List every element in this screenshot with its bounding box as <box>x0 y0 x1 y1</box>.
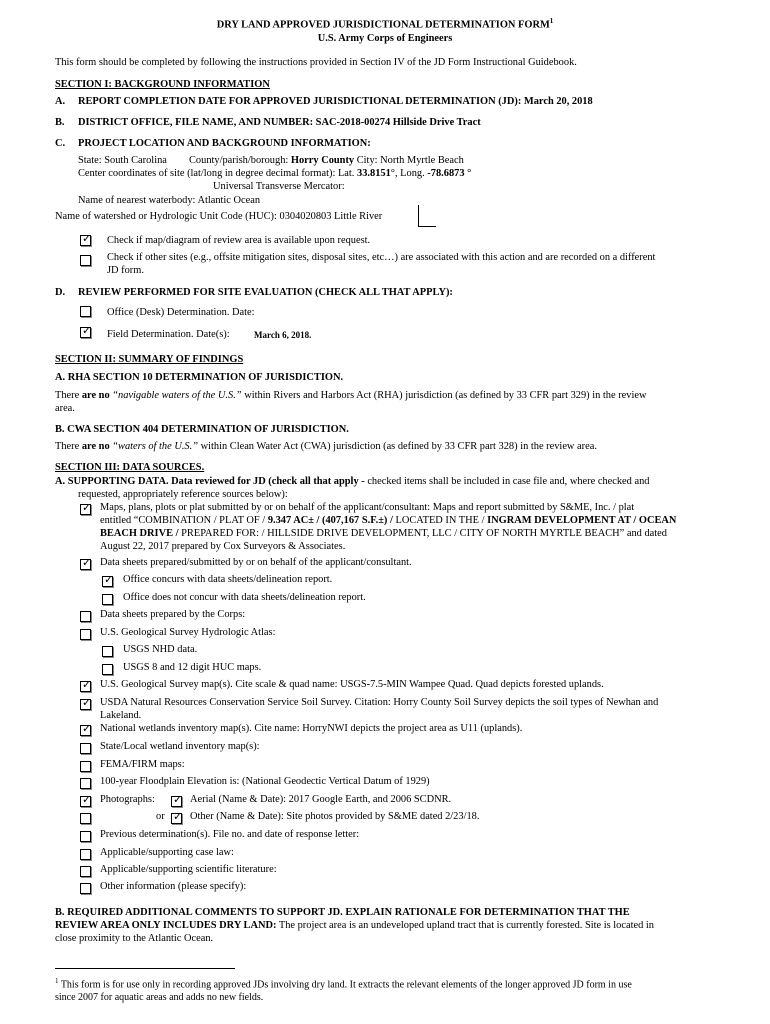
usgs-maps-label: U.S. Geological Survey map(s). Cite scale & quad name: USGS-7.5-MIN Wampee Quad. Quad depicts forested uplands. <box>100 679 604 690</box>
usgs-atlas-checkbox[interactable] <box>80 629 91 640</box>
coordinates-field: Center coordinates of site (lat/long in degree decimal format): Lat. 33.8151°, Long. -78.6873 ° <box>78 168 472 179</box>
scientific-literature-checkbox[interactable] <box>80 866 91 877</box>
report-date-row <box>78 95 593 109</box>
map-available-checkbox[interactable] <box>80 235 91 246</box>
section1-c-letter: C. <box>55 138 66 149</box>
section2-heading: SECTION II: SUMMARY OF FINDINGS <box>55 354 244 365</box>
office-concurs-label: Office concurs with data sheets/delineation report. <box>123 574 333 585</box>
usgs-maps-checkbox[interactable] <box>80 681 91 692</box>
office-determination-checkbox[interactable] <box>80 306 91 317</box>
lat-value: 33.8151 <box>357 168 391 179</box>
corps-datasheets-label: Data sheets prepared by the Corps: <box>100 609 246 620</box>
field-determination-date: March 6, 2018. <box>254 330 312 340</box>
usgs-atlas-label: U.S. Geological Survey Hydrologic Atlas: <box>100 627 276 638</box>
maps-plans-checkbox[interactable] <box>80 504 91 515</box>
report-date-label: REPORT COMPLETION DATE FOR APPROVED JURISDICTIONAL DETERMINATION (JD): <box>78 96 522 107</box>
additional-comments-line3: close proximity to the Atlantic Ocean. <box>55 933 214 944</box>
rha-heading: A. RHA SECTION 10 DETERMINATION OF JURISDICTION. <box>55 372 344 383</box>
county-value: Horry County <box>290 155 355 166</box>
photos-blank-checkbox[interactable] <box>80 813 91 824</box>
additional-comments-line2: REVIEW AREA ONLY INCLUDES DRY LAND: The project area is an undeveloped upland tract that is currently forested. Site is located in <box>55 920 654 931</box>
additional-comments-heading: B. REQUIRED ADDITIONAL COMMENTS TO SUPPORT JD. EXPLAIN RATIONALE FOR DETERMINATION THAT THE <box>55 907 630 918</box>
other-info-label: Other information (please specify): <box>100 881 247 892</box>
nwi-label: National wetlands inventory map(s). Cite name: HorryNWI depicts the project area as U11 (uplands). <box>100 723 523 734</box>
huc-field: Name of watershed or Hydrologic Unit Code (HUC): 0304020803 Little River <box>55 211 383 222</box>
project-location-label: PROJECT LOCATION AND BACKGROUND INFORMATION: <box>78 138 371 149</box>
form-subtitle: U.S. Army Corps of Engineers <box>317 33 453 44</box>
huc-field-border-bottom <box>418 226 436 227</box>
district-value: SAC-2018-00274 Hillside Drive Tract <box>315 117 481 128</box>
section3-heading: SECTION III: DATA SOURCES. <box>55 462 205 473</box>
usgs-nhd-checkbox[interactable] <box>102 646 113 657</box>
supporting-data-heading: A. SUPPORTING DATA. Data reviewed for JD (check all that apply - checked items shall be included in case file and, where checked and <box>55 476 650 487</box>
maps-plans-label-1: Maps, plans, plots or plat submitted by or on behalf of the applicant/consultant: Maps and report submitted by S&ME, Inc. / plat <box>100 502 635 513</box>
cwa-heading: B. CWA SECTION 404 DETERMINATION OF JURISDICTION. <box>55 424 349 435</box>
city-field: City: North Myrtle Beach <box>356 155 464 166</box>
datasheets-label: Data sheets prepared/submitted by or on behalf of the applicant/consultant. <box>100 557 412 568</box>
maps-plans-label-2: entitled “COMBINATION / PLAT OF / 9.347 AC± / (407,167 S.F.±) / LOCATED IN THE / INGRAM DEVELOPMENT AT / OCEAN <box>100 515 677 526</box>
nrcs-soil-label-2: Lakeland. <box>100 710 142 721</box>
district-row <box>78 116 481 130</box>
aerial-checkbox[interactable] <box>171 796 182 807</box>
nrcs-soil-checkbox[interactable] <box>80 699 91 710</box>
district-label: DISTRICT OFFICE, FILE NAME, AND NUMBER: <box>78 117 314 128</box>
office-determination-label: Office (Desk) Determination. Date: <box>107 307 255 318</box>
state-wetland-checkbox[interactable] <box>80 743 91 754</box>
maps-plans-label-3: BEACH DRIVE / PREPARED FOR: / HILLSIDE DRIVE DEVELOPMENT, LLC / CITY OF NORTH MYRTLE BEACH” and dated <box>100 528 667 539</box>
nwi-checkbox[interactable] <box>80 725 91 736</box>
usgs-huc-label: USGS 8 and 12 digit HUC maps. <box>123 662 262 673</box>
office-not-concur-label: Office does not concur with data sheets/delineation report. <box>123 592 366 603</box>
review-performed-label: REVIEW PERFORMED FOR SITE EVALUATION (CHECK ALL THAT APPLY): <box>78 287 453 298</box>
county-field: County/parish/borough: Horry County City: North Myrtle Beach <box>189 155 464 166</box>
rha-text-2: area. <box>55 403 75 414</box>
maps-plans-label-4: August 22, 2017 prepared by Cox Surveyors & Associates. <box>100 541 346 552</box>
other-sites-label-1: Check if other sites (e.g., offsite mitigation sites, disposal sites, etc…) are associated with this action and are recorded on a different <box>107 252 656 263</box>
aerial-label: Aerial (Name & Date): 2017 Google Earth, and 2006 SCDNR. <box>190 794 452 805</box>
state-field: State: South Carolina <box>78 155 167 166</box>
previous-determination-label: Previous determination(s). File no. and date of response letter: <box>100 829 360 840</box>
utm-field: Universal Transverse Mercator: <box>213 181 345 192</box>
field-determination-checkbox[interactable] <box>80 327 91 338</box>
map-available-label: Check if map/diagram of review area is available upon request. <box>107 235 371 246</box>
other-info-checkbox[interactable] <box>80 883 91 894</box>
waterbody-field: Name of nearest waterbody: Atlantic Ocean <box>78 195 261 206</box>
floodplain-checkbox[interactable] <box>80 778 91 789</box>
fema-label: FEMA/FIRM maps: <box>100 759 185 770</box>
footnote-divider <box>55 968 235 969</box>
nrcs-soil-label-1: USDA Natural Resources Conservation Service Soil Survey. Citation: Horry County Soil Survey depicts the soil types of Newhan and <box>100 697 659 708</box>
previous-determination-checkbox[interactable] <box>80 831 91 842</box>
huc-field-border <box>418 205 419 226</box>
office-concurs-checkbox[interactable] <box>102 576 113 587</box>
photos-or-label: or <box>156 811 165 822</box>
form-intro: This form should be completed by following the instructions provided in Section IV of the JD Form Instructional Guidebook. <box>55 57 577 68</box>
floodplain-label: 100-year Floodplain Elevation is: (National Geodectic Vertical Datum of 1929) <box>100 776 430 787</box>
photographs-label: Photographs: <box>100 794 155 805</box>
state-wetland-label: State/Local wetland inventory map(s): <box>100 741 260 752</box>
supporting-data-cont: requested, appropriately reference sources below): <box>78 489 288 500</box>
scientific-literature-label: Applicable/supporting scientific literature: <box>100 864 277 875</box>
other-photos-label: Other (Name & Date): Site photos provided by S&ME dated 2/23/18. <box>190 811 480 822</box>
long-value: -78.6873 <box>427 168 465 179</box>
section1-b-letter: B. <box>55 117 65 128</box>
corps-datasheets-checkbox[interactable] <box>80 611 91 622</box>
photographs-checkbox[interactable] <box>80 796 91 807</box>
case-law-checkbox[interactable] <box>80 849 91 860</box>
office-not-concur-checkbox[interactable] <box>102 594 113 605</box>
footnote-line-2: since 2007 for aquatic areas and adds no new fields. <box>55 992 264 1003</box>
section1-d-letter: D. <box>55 287 66 298</box>
section1-heading: SECTION I: BACKGROUND INFORMATION <box>55 79 270 90</box>
section1-a-letter: A. <box>55 96 66 107</box>
fema-checkbox[interactable] <box>80 761 91 772</box>
usgs-huc-checkbox[interactable] <box>102 664 113 675</box>
datasheets-checkbox[interactable] <box>80 559 91 570</box>
footnote-line-1: $^1$ This form is for use only in recording approved JDs involving dry land. It extracts the relevant elements of the longer approved JD form in use <box>55 977 632 991</box>
case-law-label: Applicable/supporting case law: <box>100 847 234 858</box>
other-sites-label-2: JD form. <box>107 265 144 276</box>
other-photos-checkbox[interactable] <box>171 813 182 824</box>
report-date-value: March 20, 2018 <box>523 96 593 107</box>
field-determination-label: Field Determination. Date(s): <box>107 329 230 340</box>
form-title: DRY LAND APPROVED JURISDICTIONAL DETERMINATION FORM$^1$ <box>216 17 554 31</box>
cwa-text: There are no “waters of the U.S.” within Clean Water Act (CWA) jurisdiction (as defined by 33 CFR part 328) in the review area. <box>55 441 597 452</box>
other-sites-checkbox[interactable] <box>80 255 91 266</box>
usgs-nhd-label: USGS NHD data. <box>123 644 198 655</box>
rha-text: There are no “navigable waters of the U.S.” within Rivers and Harbors Act (RHA) jurisdiction (as defined by 33 CFR part 329) in the review <box>55 390 647 401</box>
